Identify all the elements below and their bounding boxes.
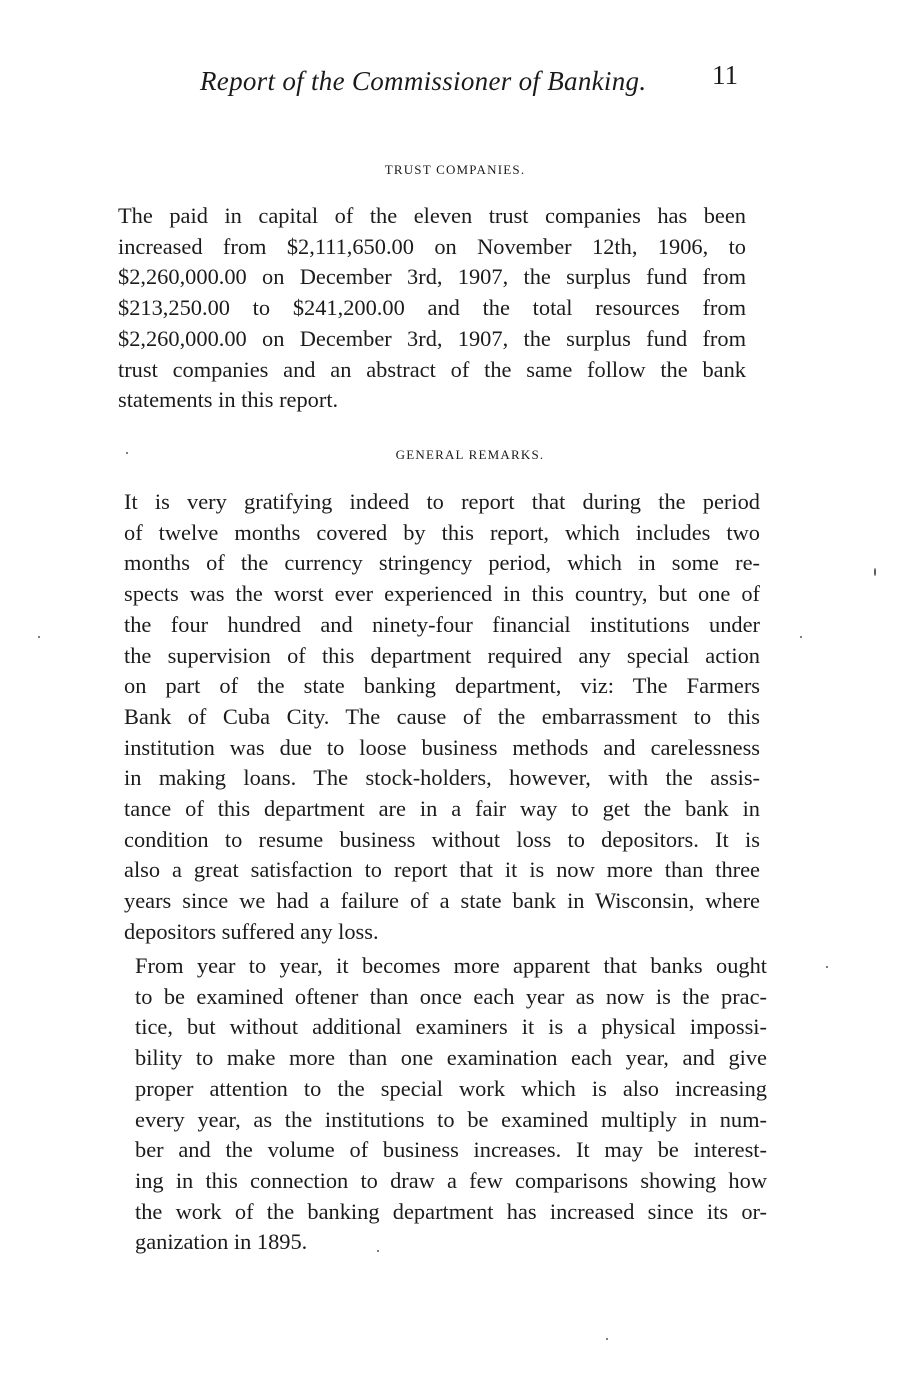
text-line: in making loans. The stock-holders, however, with the assis-	[124, 765, 760, 791]
text-line: proper attention to the special work which is also increasing	[135, 1075, 767, 1101]
text-line: the supervision of this department required any special action	[124, 642, 760, 668]
paper-speck	[874, 568, 876, 576]
text-line: to be examined oftener than once each year as now is the prac-	[135, 983, 767, 1009]
text-line: $2,260,000.00 on December 3rd, 1907, the surplus fund from	[118, 325, 746, 351]
paper-speck	[800, 636, 802, 638]
text-line: of twelve months covered by this report, which includes two	[124, 519, 760, 545]
paper-speck	[126, 452, 128, 454]
running-title: Report of the Commissioner of Banking.	[200, 66, 647, 96]
text-line: statements in this report.	[118, 387, 339, 413]
paragraph-general-remarks-2	[113, 951, 767, 1258]
paper-speck	[377, 1250, 379, 1252]
paragraph-trust-companies	[98, 201, 746, 416]
text-line: depositors suffered any loss.	[124, 918, 379, 944]
text-line: the four hundred and ninety-four financial institutions under	[124, 611, 760, 637]
text-line: institution was due to loose business methods and carelessness	[124, 734, 760, 760]
page-number: 11	[712, 60, 738, 90]
text-line: $213,250.00 to $241,200.00 and the total resources from	[118, 295, 746, 321]
text-line: condition to resume business without loss to depositors. It is	[124, 826, 760, 852]
paper-speck	[826, 966, 828, 968]
text-line: trust companies and an abstract of the same follow the bank	[118, 356, 746, 382]
text-line: From year to year, it becomes more apparent that banks ought	[135, 953, 767, 978]
text-line: every year, as the institutions to be examined multiply in num-	[135, 1106, 767, 1132]
text-line: $2,260,000.00 on December 3rd, 1907, the surplus fund from	[118, 264, 746, 290]
text-line: tance of this department are in a fair way to get the bank in	[124, 796, 760, 822]
text-line: months of the currency stringency period, which in some re-	[124, 550, 760, 576]
paragraph-general-remarks-1	[104, 487, 760, 948]
section-heading-trust-companies: TRUST COMPANIES.	[384, 162, 526, 177]
text-line: It is very gratifying indeed to report that during the period	[124, 489, 760, 514]
text-line: spects was the worst ever experienced in this country, but one of	[124, 581, 760, 607]
section-heading-general-remarks: GENERAL REMARKS.	[395, 447, 545, 462]
text-line: bility to make more than one examination each year, and give	[135, 1045, 767, 1071]
text-line: ber and the volume of business increases. It may be interest-	[135, 1137, 767, 1163]
text-line: The paid in capital of the eleven trust companies has been	[118, 203, 746, 228]
text-line: ganization in 1895.	[135, 1229, 308, 1255]
text-line: increased from $2,111,650.00 on November 12th, 1906, to	[118, 233, 746, 259]
paper-speck	[606, 1338, 608, 1340]
text-line: years since we had a failure of a state bank in Wisconsin, where	[124, 888, 760, 914]
text-line: ing in this connection to draw a few comparisons showing how	[135, 1167, 767, 1193]
text-line: also a great satisfaction to report that it is now more than three	[124, 857, 760, 883]
text-line: Bank of Cuba City. The cause of the embarrassment to this	[124, 703, 760, 729]
text-line: tice, but without additional examiners it is a physical impossi-	[135, 1014, 767, 1040]
text-line: on part of the state banking department, viz: The Farmers	[124, 673, 760, 699]
text-line: the work of the banking department has increased since its or-	[135, 1198, 767, 1224]
paper-speck	[38, 636, 40, 638]
